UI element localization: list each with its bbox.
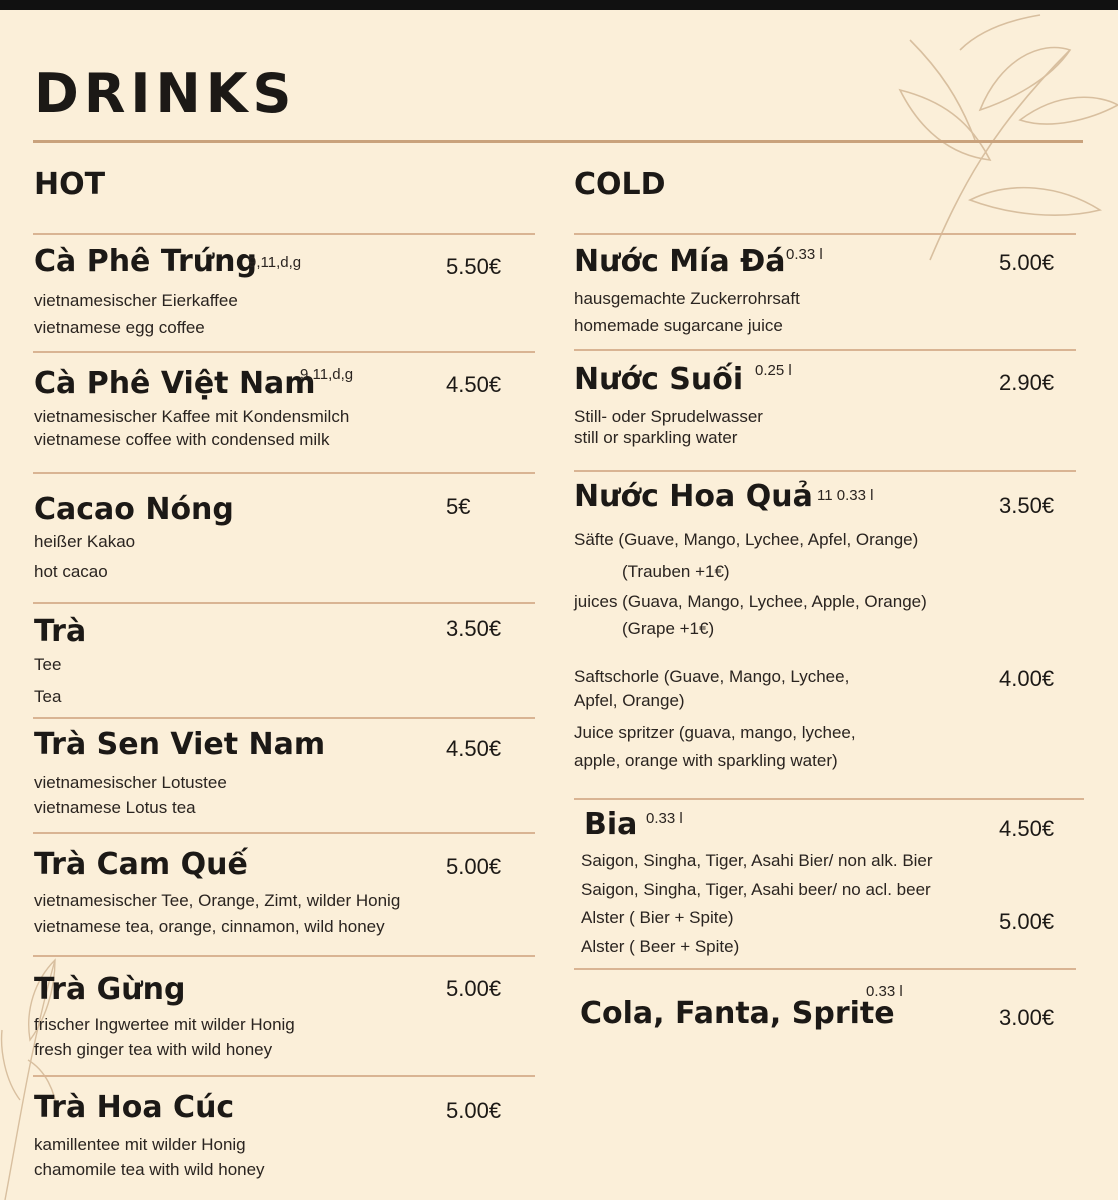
item-desc-de: Tee [34, 655, 62, 674]
top-bar [0, 0, 1118, 10]
item-desc-en: fresh ginger tea with wild honey [34, 1040, 273, 1059]
item-desc-line: Alster ( Beer + Spite) [581, 937, 740, 956]
item-desc-line: Alster ( Bier + Spite) [581, 908, 734, 927]
item-name: Trà Gừng [34, 972, 186, 1007]
item-desc-en: vietnamese Lotus tea [34, 798, 196, 817]
item-name: Cà Phê Trứng [34, 244, 257, 279]
item-price: 5.00€ [446, 1098, 502, 1123]
item-desc-de: vietnamesischer Kaffee mit Kondensmilch [34, 407, 350, 426]
hot-divider [33, 472, 535, 474]
item-desc-en: Tea [34, 687, 62, 706]
item-price: 5€ [446, 494, 471, 519]
item-desc-en: hot cacao [34, 562, 108, 581]
item-price: 5.00€ [446, 854, 502, 879]
item-name: Nước Hoa Quả [574, 479, 813, 514]
item-desc-line: Säfte (Guave, Mango, Lychee, Apfel, Orange) [574, 530, 919, 549]
item-name: Cola, Fanta, Sprite [580, 996, 895, 1031]
item-desc-line: (Grape +1€) [622, 619, 715, 638]
item-name: Trà [34, 614, 87, 649]
item-price: 2.90€ [999, 370, 1055, 395]
item-price: 5.00€ [999, 250, 1055, 275]
item-name: Bia [584, 807, 638, 842]
item-desc-en: homemade sugarcane juice [574, 316, 783, 335]
item-desc-de: vietnamesischer Eierkaffee [34, 291, 238, 310]
item-desc-line: juices (Guava, Mango, Lychee, Apple, Orange) [574, 592, 927, 611]
hot-divider [33, 832, 535, 834]
item-desc-de: heißer Kakao [34, 532, 136, 551]
cold-divider [574, 968, 1076, 970]
item-desc-en: chamomile tea with wild honey [34, 1160, 265, 1179]
item-desc-line: Juice spritzer (guava, mango, lychee, [574, 723, 856, 742]
item-price: 4.50€ [446, 372, 502, 397]
cold-heading: COLD [574, 167, 666, 202]
item-desc-en: still or sparkling water [574, 428, 738, 447]
item-desc-line: (Trauben +1€) [622, 562, 730, 581]
cold-divider [574, 798, 1084, 800]
hot-divider [33, 233, 535, 235]
item-allergens: 9,11,d,g [300, 366, 354, 383]
item-volume: 11 0.33 l [817, 487, 874, 504]
item-volume: 0.25 l [755, 362, 792, 379]
hot-divider [33, 717, 535, 719]
item-allergens: 9,11,d,g [248, 254, 302, 271]
item-desc-de: frischer Ingwertee mit wilder Honig [34, 1015, 295, 1034]
item-name: Trà Hoa Cúc [34, 1090, 235, 1125]
item-desc-de: Still- oder Sprudelwasser [574, 407, 763, 426]
hot-divider [33, 1075, 535, 1077]
item-name: Nước Mía Đá [574, 244, 786, 279]
item-desc-line: Apfel, Orange) [574, 691, 685, 710]
item-name: Cà Phê Việt Nam [34, 366, 316, 401]
cold-divider [574, 233, 1076, 235]
item-price: 3.00€ [999, 1005, 1055, 1030]
hot-divider [33, 955, 535, 957]
item-desc-de: kamillentee mit wilder Honig [34, 1135, 246, 1154]
hot-heading: HOT [34, 167, 106, 202]
hot-divider [33, 351, 535, 353]
cold-divider [574, 349, 1076, 351]
hot-divider [33, 602, 535, 604]
title-divider [33, 140, 1083, 143]
item-volume: 0.33 l [646, 810, 683, 827]
item-price: 5.00€ [446, 976, 502, 1001]
item-desc-line: Saigon, Singha, Tiger, Asahi Bier/ non alk. Bier [581, 851, 933, 870]
item-name: Trà Cam Quế [34, 847, 248, 882]
item-price: 3.50€ [446, 616, 502, 641]
item-price: 5.00€ [999, 909, 1055, 934]
item-name: Cacao Nóng [34, 492, 234, 527]
item-name: Nước Suối [574, 362, 744, 397]
item-name: Trà Sen Viet Nam [34, 727, 326, 762]
item-desc-en: vietnamese coffee with condensed milk [34, 430, 330, 449]
item-desc-en: vietnamese tea, orange, cinnamon, wild honey [34, 917, 385, 936]
item-desc-line: Saigon, Singha, Tiger, Asahi beer/ no acl. beer [581, 880, 931, 899]
page-title: DRINKS [34, 62, 297, 125]
item-volume: 0.33 l [786, 246, 823, 263]
item-desc-de: hausgemachte Zuckerrohrsaft [574, 289, 800, 308]
item-desc-line: Saftschorle (Guave, Mango, Lychee, [574, 667, 850, 686]
item-price: 4.50€ [999, 816, 1055, 841]
item-price: 4.50€ [446, 736, 502, 761]
item-desc-en: vietnamese egg coffee [34, 318, 205, 337]
item-desc-de: vietnamesischer Lotustee [34, 773, 227, 792]
cold-divider [574, 470, 1076, 472]
item-price: 3.50€ [999, 493, 1055, 518]
item-desc-de: vietnamesischer Tee, Orange, Zimt, wilder Honig [34, 891, 401, 910]
item-price: 4.00€ [999, 666, 1055, 691]
item-volume: 0.33 l [866, 983, 903, 1000]
item-desc-line: apple, orange with sparkling water) [574, 751, 838, 770]
item-price: 5.50€ [446, 254, 502, 279]
